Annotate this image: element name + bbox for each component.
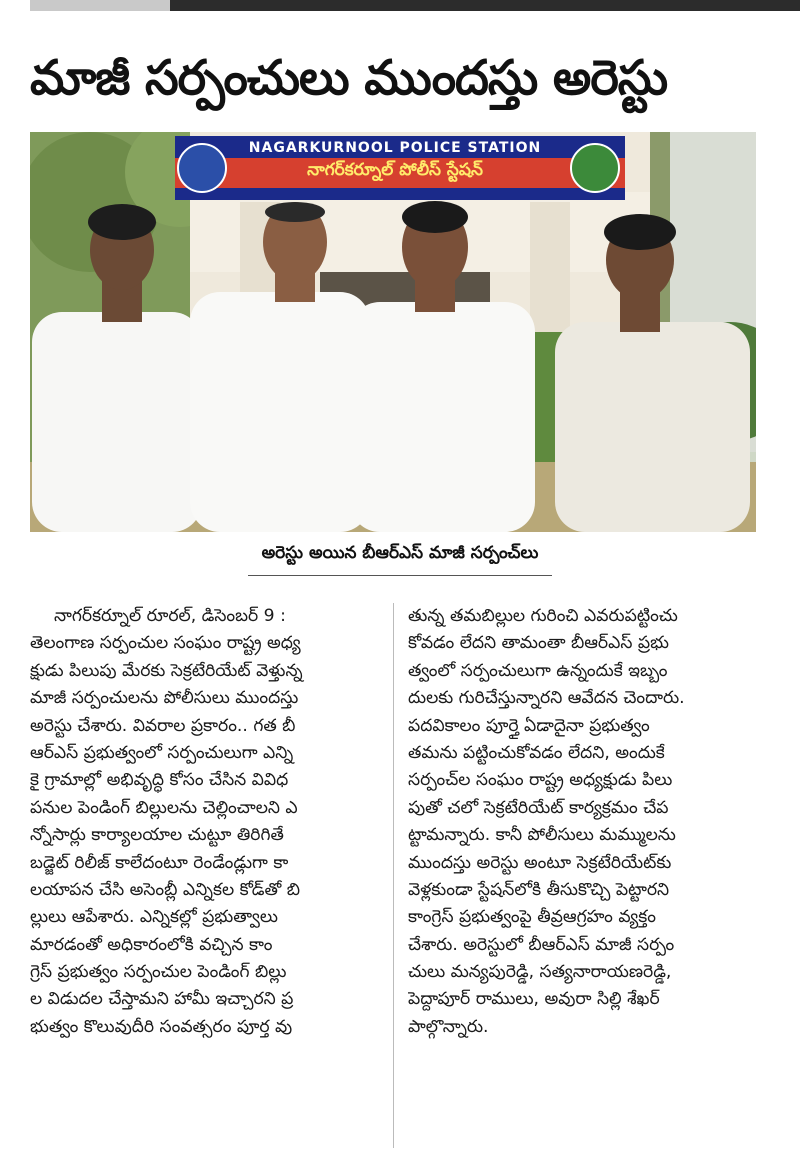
top-rule-light: [30, 0, 170, 11]
article-line: తెలంగాణ సర్పంచుల సంఘం రాష్ట్ర అధ్య: [30, 633, 301, 654]
sign-telugu: నాగర్‌కర్నూల్ పోలీస్ స్టేషన్: [307, 160, 483, 180]
article-column-left: [30, 603, 385, 1041]
article-line: పెద్దాపూర్ రాములు, అవురా సిల్లి శేఖర్: [408, 989, 660, 1010]
article-line: పదవికాలం పూర్తై ఏడాదైనా ప్రభుత్వం: [408, 715, 650, 736]
column-divider: [393, 603, 394, 1148]
article-line: పనుల పెండింగ్ బిల్లులను చెల్లించాలని ఎ: [30, 797, 298, 818]
article-line: త్వంలో సర్పంచులుగా ఉన్నందుకే ఇబ్బం: [408, 660, 668, 681]
article-line: దులకు గురిచేస్తున్నారని ఆవేదన చెందారు.: [408, 688, 685, 709]
article-line: భుత్వం కొలువుదీరి సంవత్సరం పూర్త వు: [30, 1016, 293, 1037]
article-line: ఆర్ఎస్ ప్రభుత్వంలో సర్పంచులుగా ఎన్ని: [30, 742, 294, 763]
article-line: కాంగ్రెస్ ప్రభుత్వంపై తీవ్రఆగ్రహం వ్యక్తం: [408, 907, 656, 928]
article-line: ల్లులు ఆపేశారు. ఎన్నికల్లో ప్రభుత్వాలు: [30, 907, 279, 928]
article-line: సర్పంచ్‌ల సంఘం రాష్ట్ర అధ్యక్షుడు పిలు: [408, 770, 673, 791]
article-line: చులు మన్యపురెడ్డి, సత్యనారాయణరెడ్డి,: [408, 962, 672, 983]
article-line: మాజీ సర్పంచులను పోలీసులు ముందస్తు: [30, 688, 299, 709]
article-line: కోవడం లేదని తామంతా బీఆర్ఎస్ ప్రభు: [408, 633, 669, 654]
article-line: తమను పట్టించుకోవడం లేదని, అందుకే: [408, 742, 665, 763]
photo-caption: అరెస్టు అయిన బీఆర్ఎస్ మాజీ సర్పంచ్‌లు: [261, 543, 539, 563]
caption-underline: [248, 575, 552, 576]
headline: మాజీ సర్పంచులు ముందస్తు అరెస్టు: [30, 50, 668, 106]
article-line: ట్టామన్నారు. కానీ పోలీసులు మమ్ములను: [408, 825, 676, 846]
article-line: గ్రెస్ ప్రభుత్వం సర్పంచుల పెండింగ్ బిల్లు: [30, 962, 287, 983]
article-line: ల విడుదల చేస్తామని హామీ ఇచ్చారని ప్ర: [30, 989, 294, 1010]
article-line: చేశారు. అరెస్టులో బీఆర్ఎస్ మాజీ సర్పం: [408, 934, 675, 955]
article-line: మారడంతో అధికారంలోకి వచ్చిన కాం: [30, 934, 273, 955]
article-line: బడ్జెట్ రిలీజ్ కాలేదంటూ రెండేండ్లుగా కా: [30, 852, 289, 873]
article-column-right: [408, 603, 763, 1041]
article-line: న్నోసార్లు కార్యాలయాల చుట్టూ తిరిగితే: [30, 825, 284, 846]
article-line: తున్న తమబిల్లుల గురించి ఎవరుపట్టించు: [408, 606, 678, 626]
article-line: పుతో చలో సెక్రటేరియేట్ కార్యక్రమం చేప: [408, 797, 669, 818]
article-line: క్షుడు పిలుపు మేరకు సెక్రటేరియేట్ వెళ్తున్న: [30, 660, 303, 681]
article-line: నాగర్‌కర్నూల్ రూరల్, డిసెంబర్ 9 :: [54, 606, 286, 626]
article-line: కై గ్రామాల్లో అభివృద్ధి కోసం చేసిన వివిధ: [30, 770, 289, 791]
article-line: వెళ్లకుండా స్టేషన్‌లోకి తీసుకొచ్చి పెట్టారని: [408, 879, 670, 900]
article-line: పాల్గొన్నారు.: [408, 1016, 489, 1037]
article-line: లయాపన చేసి అసెంబ్లీ ఎన్నికల కోడ్‌తో బి: [30, 879, 300, 900]
news-photo: [30, 132, 756, 532]
top-rule-dark: [170, 0, 800, 11]
sign-english: NAGARKURNOOL POLICE STATION: [248, 140, 542, 156]
article-line: అరెస్టు చేశారు. వివరాల ప్రకారం.. గత బీ: [30, 715, 296, 736]
article-line: ముందస్తు అరెస్టు అంటూ సెక్రటేరియేట్‌కు: [408, 852, 672, 873]
